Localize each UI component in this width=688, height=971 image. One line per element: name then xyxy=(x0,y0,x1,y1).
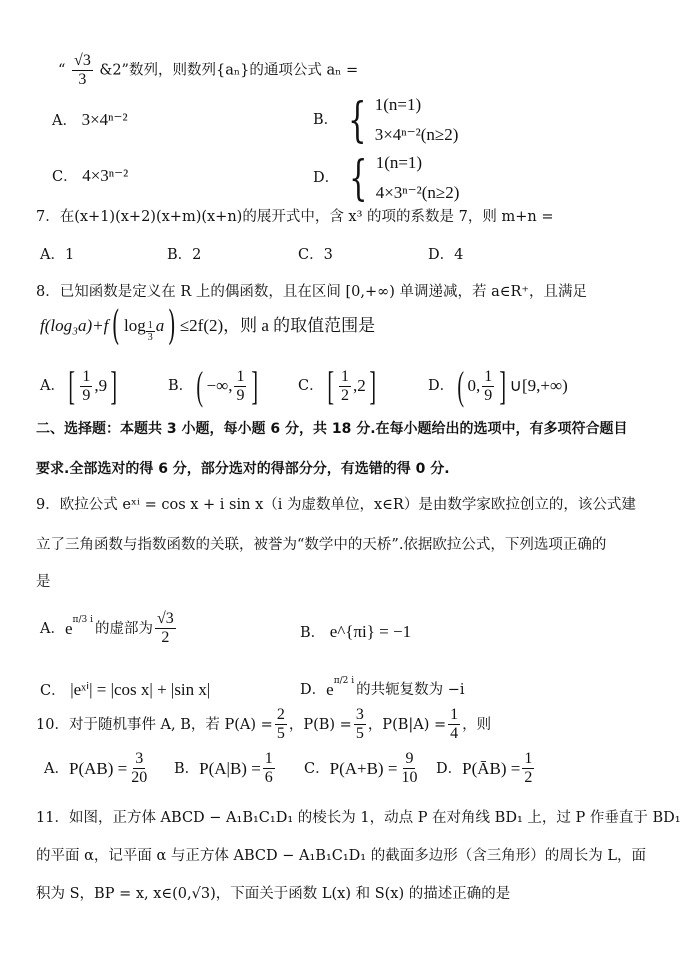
q8-cond-base-num: 1 xyxy=(147,319,153,331)
q6-option-d[interactable] xyxy=(313,148,459,208)
frac-den: 9 xyxy=(82,386,91,404)
q8-condition xyxy=(40,303,376,349)
frac-den: 6 xyxy=(264,769,273,786)
frac-den: 9 xyxy=(236,386,245,404)
frac-den: 10 xyxy=(401,769,418,786)
option-label: C． xyxy=(298,378,324,394)
q7-option-c[interactable]: C．3 xyxy=(298,247,333,263)
frac-den: 20 xyxy=(131,769,148,786)
option-fraction xyxy=(482,368,494,405)
option-label: D． xyxy=(436,760,463,777)
frac-num: 1 xyxy=(450,706,459,723)
right-bracket-icon: ] xyxy=(369,363,376,408)
q9-line2: 立了三角函数与指数函数的关联，被誉为“数学中的天桥”.依据欧拉公式，下列选项正确的 xyxy=(36,537,607,553)
q8-option-d[interactable] xyxy=(428,363,568,408)
frac-num: 1 xyxy=(82,367,91,385)
option-fraction xyxy=(80,368,92,405)
frac-num: 3 xyxy=(355,706,364,723)
frac-num: 1 xyxy=(236,367,245,385)
q9-line3: 是 xyxy=(36,574,51,590)
option-fraction xyxy=(155,610,176,647)
section2-line2: 要求.全部选对的得 6 分，部分选对的得部分分，有选错的得 0 分. xyxy=(36,461,450,477)
case-line-1: 1(n=1) xyxy=(375,153,423,172)
q10-option-a[interactable] xyxy=(44,750,151,787)
left-brace-icon: { xyxy=(349,150,368,206)
frac-num: 1 xyxy=(524,750,533,767)
q9-option-a[interactable] xyxy=(40,610,178,647)
interval-pre: 0, xyxy=(467,376,481,395)
right-bracket-icon: ] xyxy=(110,363,118,408)
q7-option-a[interactable]: A．1 xyxy=(40,247,75,263)
q6-stem xyxy=(58,52,358,89)
exp-base: e xyxy=(64,618,73,638)
q10-stem-a: 10．对于随机事件 A, B，若 P(A) = xyxy=(36,716,273,733)
q10-stem-c: ，P(B|A) = xyxy=(367,716,447,733)
case-line-2: 3×4ⁿ⁻²(n≥2) xyxy=(374,125,459,144)
option-label: B． xyxy=(174,760,200,777)
section2-line1: 二、选择题：本题共 3 小题，每小题 6 分，共 18 分.在每小题给出的选项中，有多项符合题目 xyxy=(36,421,628,437)
frac-num: 1 xyxy=(264,750,273,767)
q8-option-a[interactable] xyxy=(40,363,120,408)
option-expr: P(A+B) = xyxy=(329,758,398,778)
frac-num: 3 xyxy=(135,750,144,767)
left-paren-icon: ( xyxy=(112,303,121,349)
q7-stem: 7．在(x+1)(x+2)(x+m)(x+n)的展开式中，含 x³ 的项的系数是 7，则 m+n = xyxy=(36,209,554,225)
option-expr: |eˣⁱ| = |cos x| + |sin x| xyxy=(70,680,211,699)
q9-option-d[interactable] xyxy=(300,676,465,700)
q6-stem-rest: &2”数列，则数列{aₙ}的通项公式 aₙ = xyxy=(99,62,359,79)
interval-rest: ,2 xyxy=(352,376,366,395)
option-label: A． xyxy=(44,760,69,777)
option-label: D． xyxy=(313,170,340,186)
interval-rest: ,9 xyxy=(94,376,108,395)
option-text: 的虚部为 xyxy=(94,620,153,637)
q11-line2: 的平面 α，记平面 α 与正方体 ABCD − A₁B₁C₁D₁ 的截面多边形（含三角形）的周长为 L，面 xyxy=(36,848,646,864)
option-fraction xyxy=(339,368,351,405)
frac-num: 1 xyxy=(484,367,493,385)
frac-num: 9 xyxy=(405,750,414,767)
exp-power: π/3 i xyxy=(72,614,93,625)
q10-option-c[interactable] xyxy=(304,750,421,787)
interval-rest: ∪[9,+∞) xyxy=(509,376,568,395)
left-brace-icon: { xyxy=(348,92,367,148)
q6-stem-fraction xyxy=(72,52,93,89)
option-expr: P(A|B) = xyxy=(199,758,261,778)
left-paren-icon: ( xyxy=(196,363,204,408)
right-bracket-icon: ] xyxy=(499,363,507,408)
q8-cond-base xyxy=(146,320,155,343)
q8-cond-log: log xyxy=(123,316,146,335)
option-label: C． xyxy=(52,169,78,185)
q7-option-d[interactable]: D．4 xyxy=(428,247,464,263)
option-label: B． xyxy=(313,112,339,128)
frac-den: 2 xyxy=(524,769,533,786)
q8-option-c[interactable] xyxy=(298,363,379,408)
q8-stem: 8．已知函数是定义在 R 上的偶函数，且在区间 [0,+∞) 单调递减，若 a∈R⁺，且满足 xyxy=(36,284,588,300)
option-label: A． xyxy=(40,620,65,637)
q9-option-b[interactable] xyxy=(300,622,411,643)
frac-den: 4 xyxy=(450,725,459,742)
q6-stem-frac-den: 3 xyxy=(78,71,87,88)
q10-option-d[interactable] xyxy=(436,750,536,787)
q7-option-b[interactable]: B．2 xyxy=(167,247,202,263)
option-label: C． xyxy=(40,683,66,699)
q10-stem xyxy=(36,706,491,743)
q10-option-b[interactable] xyxy=(174,750,277,787)
q6-option-b[interactable] xyxy=(313,90,458,150)
q6-stem-frac-num: √3 xyxy=(74,52,91,69)
option-expr: 4×3ⁿ⁻² xyxy=(82,166,129,185)
exp-power: π/2 i xyxy=(333,676,355,686)
option-label: B． xyxy=(168,378,194,394)
option-fraction xyxy=(399,750,419,787)
q8-cond-var: a xyxy=(155,316,165,335)
frac-den: 5 xyxy=(276,725,285,742)
option-expr: P(AB) = xyxy=(68,758,128,778)
frac-num: 2 xyxy=(276,706,285,723)
left-bracket-icon: [ xyxy=(326,363,334,408)
option-fraction xyxy=(522,750,534,787)
q10-stem-d: ，则 xyxy=(462,716,492,733)
q11-line1: 11．如图，正方体 ABCD − A₁B₁C₁D₁ 的棱长为 1，动点 P 在对角线 BD₁ 上，过 P 作垂直于 BD₁ xyxy=(36,810,681,826)
option-label: D． xyxy=(428,378,455,394)
option-fraction xyxy=(234,368,246,405)
q10-pba-fraction xyxy=(448,706,460,743)
option-expr: e^{πi} = −1 xyxy=(329,622,412,641)
option-label: A． xyxy=(40,378,65,394)
q10-pa-fraction xyxy=(275,706,287,743)
interval-pre: −∞, xyxy=(206,376,233,395)
q8-cond-left: f(log₃a)+f xyxy=(40,316,109,335)
q11-line3: 积为 S，BP = x, x∈(0,√3)，下面关于函数 L(x) 和 S(x) 的描述正确的是 xyxy=(36,886,511,902)
option-fraction xyxy=(263,750,275,787)
left-bracket-icon: [ xyxy=(68,363,75,408)
case-line-2: 4×3ⁿ⁻²(n≥2) xyxy=(375,183,460,202)
case-line-1: 1(n=1) xyxy=(374,95,422,114)
q8-cond-right: ≤2f(2)，则 a 的取值范围是 xyxy=(179,316,376,335)
right-bracket-icon: ] xyxy=(251,363,259,408)
frac-num: 1 xyxy=(340,367,349,385)
frac-den: 5 xyxy=(355,725,364,742)
q10-pb-fraction xyxy=(354,706,366,743)
option-expr: 3×4ⁿ⁻² xyxy=(81,110,128,129)
option-text: 的共轭复数为 −i xyxy=(356,682,465,698)
q6-open-quote: “ xyxy=(58,62,66,79)
frac-den: 2 xyxy=(340,386,349,404)
option-expr: P(ĀB) = xyxy=(462,758,521,778)
q8-option-b[interactable] xyxy=(168,363,262,408)
option-label: A． xyxy=(52,113,77,129)
option-fraction xyxy=(129,750,149,787)
frac-num: √3 xyxy=(156,610,174,627)
left-paren-icon: ( xyxy=(457,363,465,408)
exp-base: e xyxy=(326,680,334,699)
frac-den: 2 xyxy=(161,629,170,646)
option-label: C． xyxy=(304,760,330,777)
right-paren-icon: ) xyxy=(168,303,176,349)
q6-option-c[interactable] xyxy=(52,166,128,187)
q10-stem-b: ，P(B) = xyxy=(288,716,352,733)
q9-line1: 9．欧拉公式 eˣⁱ = cos x + i sin x（i 为虚数单位，x∈R）是由数学家欧拉创立的，该公式建 xyxy=(36,497,636,513)
q8-cond-base-den: 3 xyxy=(147,331,153,343)
q6-option-a[interactable] xyxy=(52,110,128,131)
q9-option-c[interactable] xyxy=(40,680,210,701)
frac-den: 9 xyxy=(484,386,493,404)
option-label: D． xyxy=(300,682,327,698)
option-label: B． xyxy=(300,625,326,641)
